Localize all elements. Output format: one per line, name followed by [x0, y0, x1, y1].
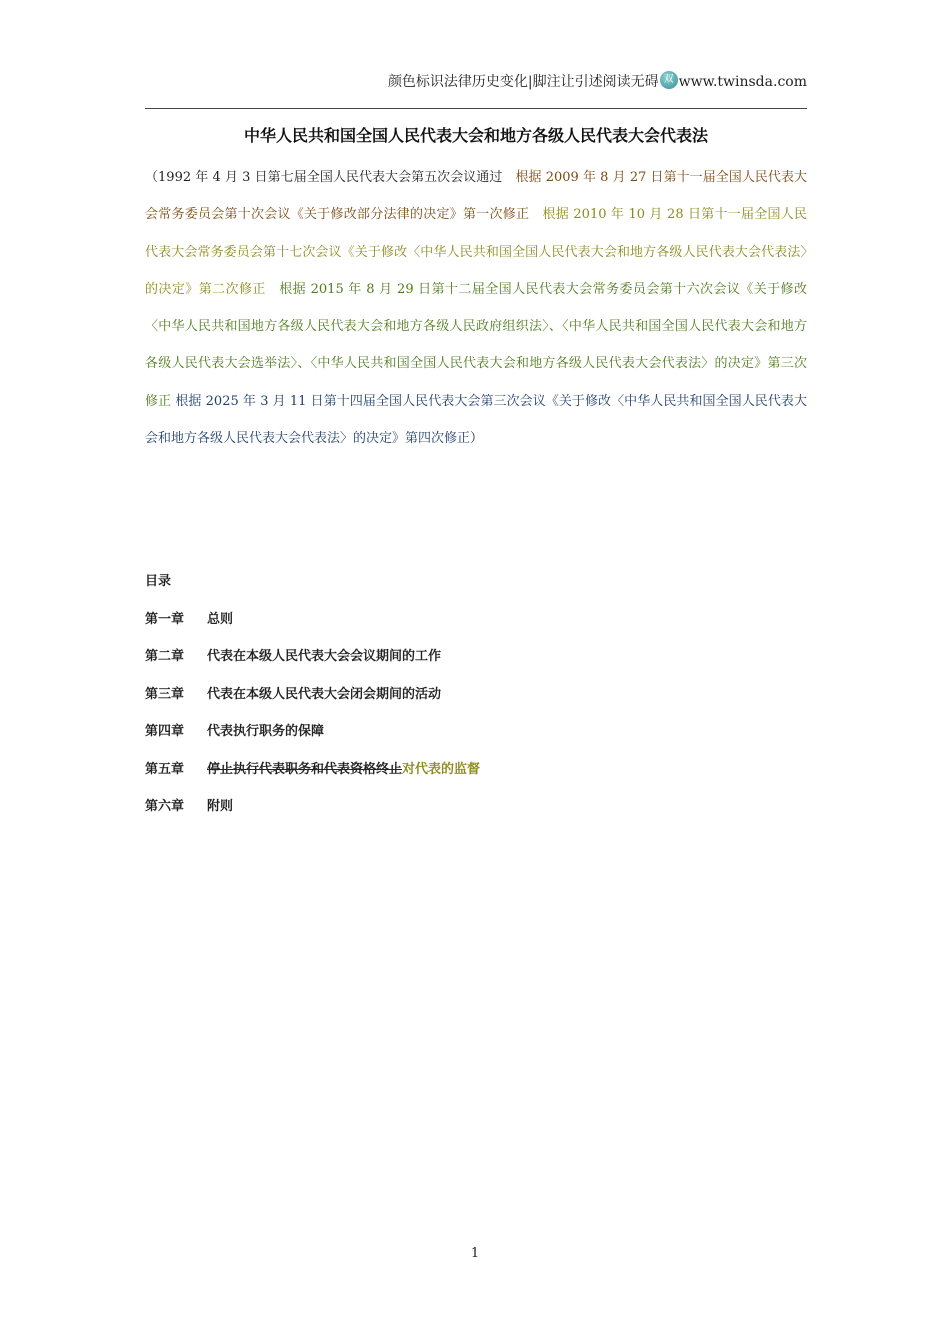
chapter-title: 总则: [207, 611, 234, 627]
toc-item-chapter-3[interactable]: [145, 683, 807, 707]
toc-item-chapter-2[interactable]: [145, 645, 807, 669]
toc-item-chapter-6[interactable]: [145, 795, 807, 819]
chapter-number: 第一章: [145, 611, 185, 627]
chapter-title: 代表执行职务的保障: [207, 724, 325, 739]
history-amendment-2: 根据 2010 年 10 月 28 日第十一届全国人民代表大会常务委员会第十七次会议《关于修改〈中华人民共和国全国人民代表大会和地方各级人民代表大会代表法〉的决定》第二次修正: [145, 207, 807, 297]
toc-item-chapter-5[interactable]: [145, 758, 807, 782]
toc-item-chapter-1[interactable]: [145, 608, 807, 632]
amendment-history: [145, 159, 807, 457]
page-header: [145, 70, 807, 94]
header-divider: [145, 108, 807, 109]
table-of-contents: [145, 570, 807, 833]
history-amendment-1: 根据 2009 年 8 月 27 日第十一届全国人民代表大会常务委员会第十次会议《关于修改部分法律的决定》第一次修正: [145, 170, 807, 223]
chapter-number: 第三章: [145, 686, 185, 702]
twinsda-logo-icon: 双: [660, 71, 678, 89]
chapter-title-deleted: 停止执行代表职务和代表资格终止: [207, 761, 403, 777]
chapter-title: 代表在本级人民代表大会闭会期间的活动: [207, 686, 442, 702]
history-amendment-3: 根据 2015 年 8 月 29 日第十二届全国人民代表大会常务委员会第十六次会议《关于修改〈中华人民共和国地方各级人民代表大会和地方各级人民政府组织法〉、〈中华人民共和国全国人民代表大会和地方各级人民代表大会选举法〉、〈中华人民共和国全国人民代表大会和地方各级人民代表大会代表法〉的决定》第三次修正: [145, 281, 807, 409]
chapter-title: 代表在本级人民代表大会会议期间的工作: [207, 649, 442, 664]
chapter-title: 附则: [207, 799, 234, 814]
history-amendment-4: 根据 2025 年 3 月 11 日第十四届全国人民代表大会第三次会议《关于修改〈中华人民共和国全国人民代表大会和地方各级人民代表大会代表法〉的决定》第四次修正: [145, 393, 807, 447]
header-label: 颜色标识法律历史变化|脚注让引述阅读无碍: [387, 74, 659, 90]
page-number: 1: [470, 1246, 480, 1261]
chapter-title-inserted: 对代表的监督: [402, 761, 481, 777]
document-title: 中华人民共和国全国人民代表大会和地方各级人民代表大会代表法: [243, 126, 708, 145]
chapter-number: 第二章: [145, 649, 185, 664]
toc-title: 目录: [145, 574, 172, 589]
history-adopted: （1992 年 4 月 3 日第七届全国人民代表大会第五次会议通过: [145, 170, 516, 185]
chapter-number: 第五章: [145, 761, 185, 777]
toc-item-chapter-4[interactable]: [145, 720, 807, 744]
chapter-number: 第四章: [145, 724, 185, 739]
chapter-number: 第六章: [145, 799, 185, 814]
header-site-link[interactable]: www.twinsda.com: [678, 74, 807, 90]
history-closing: ）: [470, 431, 484, 447]
